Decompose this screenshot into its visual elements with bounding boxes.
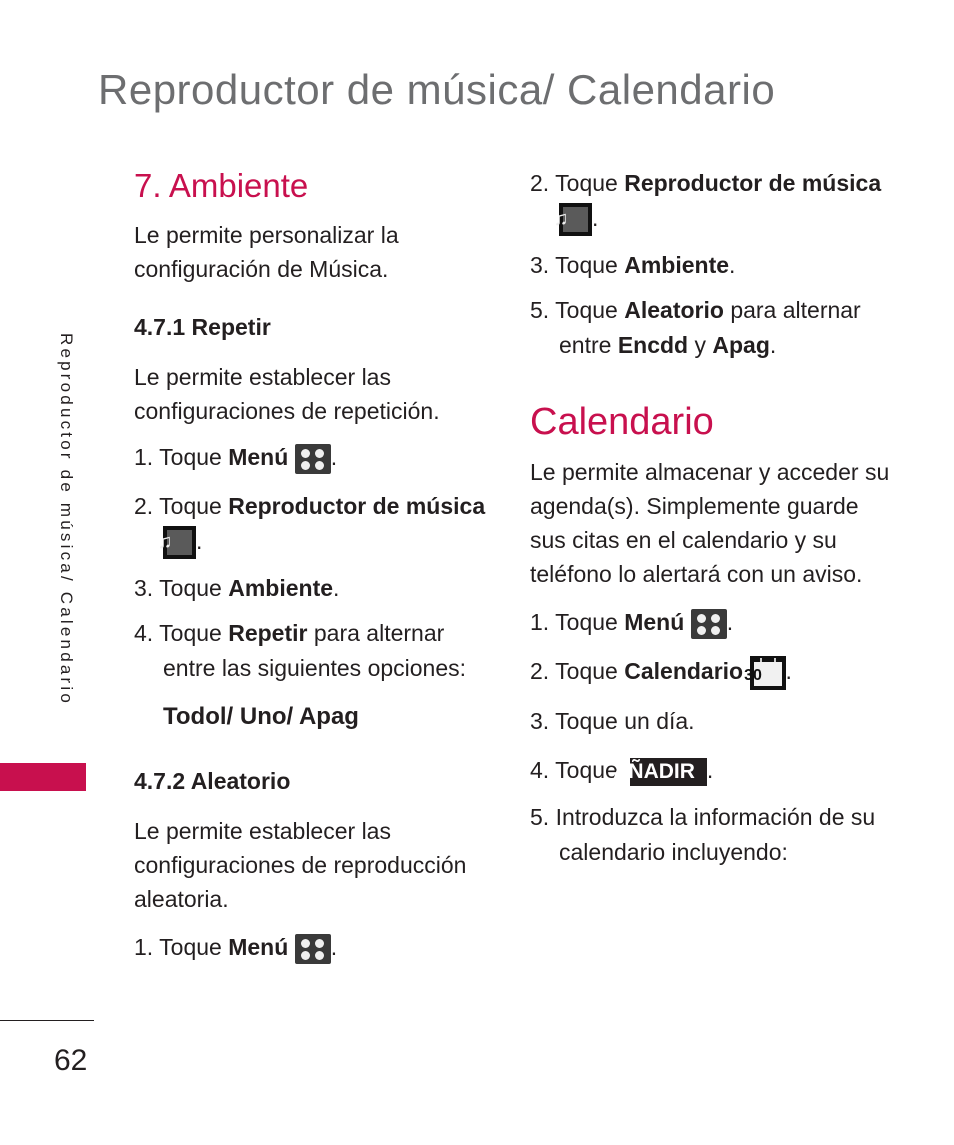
repetir-intro: Le permite establecer las configuraciones de repetición. [134,364,440,424]
menu-icon [295,934,331,964]
calendario-step-2: 2. Toque Calendario 30 . [530,654,890,690]
menu-icon [295,444,331,474]
menu-icon [691,609,727,639]
calendario-step-3: 3. Toque un día. [530,708,695,735]
left-column [134,166,494,965]
side-tab-marker [0,763,86,791]
aleatorio-step-2: 2. Toque Reproductor de música ♫ . [530,166,890,236]
repetir-options: Todol/ Uno/ Apag [163,703,359,731]
repetir-step-1: 1. Toque Menú . [134,440,494,475]
section-title-ambiente: 7. Ambiente [134,167,309,204]
subsection-title-repetir: 4.7.1 Repetir [134,314,271,340]
add-button[interactable]: AÑADIR [630,758,707,786]
aleatorio-intro: Le permite establecer las configuraciones de reproducción aleatoria. [134,818,467,913]
aleatorio-step-1: 1. Toque Menú . [134,930,494,965]
music-player-icon: ♫ [559,203,592,236]
calendar-icon: 30 [750,656,786,690]
right-column [530,166,890,870]
aleatorio-step-5: 5. Toque Aleatorio para alternar entre Encdd y Apag. [530,297,861,359]
footer-divider [0,1020,94,1021]
repetir-step-2: 2. Toque Reproductor de música ♫ . [134,489,494,559]
page-title: Reproductor de música/ Calendario [98,66,776,113]
calendario-step-5: 5. Introduzca la información de su calendario incluyendo: [530,804,876,866]
page-number: 62 [54,1044,88,1077]
music-player-icon: ♫ [163,526,196,559]
side-tab-label: Reproductor de música/ Calendario [57,333,76,707]
calendario-step-4: 4. Toque AÑADIR . [530,753,890,788]
subsection-title-aleatorio: 4.7.2 Aleatorio [134,768,291,795]
calendario-step-1: 1. Toque Menú . [530,605,890,640]
aleatorio-step-3: 3. Toque Ambiente. [530,252,736,279]
section-intro: Le permite personalizar la configuración de Música. [134,222,399,282]
repetir-step-4: 4. Toque Repetir para alternar entre las siguientes opciones: [134,620,467,682]
repetir-step-3: 3. Toque Ambiente. [134,575,340,602]
calendario-intro: Le permite almacenar y acceder su agenda(s). Simplemente guarde sus citas en el calendario y su teléfono lo alertará con un aviso. [530,459,890,588]
section-title-calendario: Calendario [530,401,714,444]
